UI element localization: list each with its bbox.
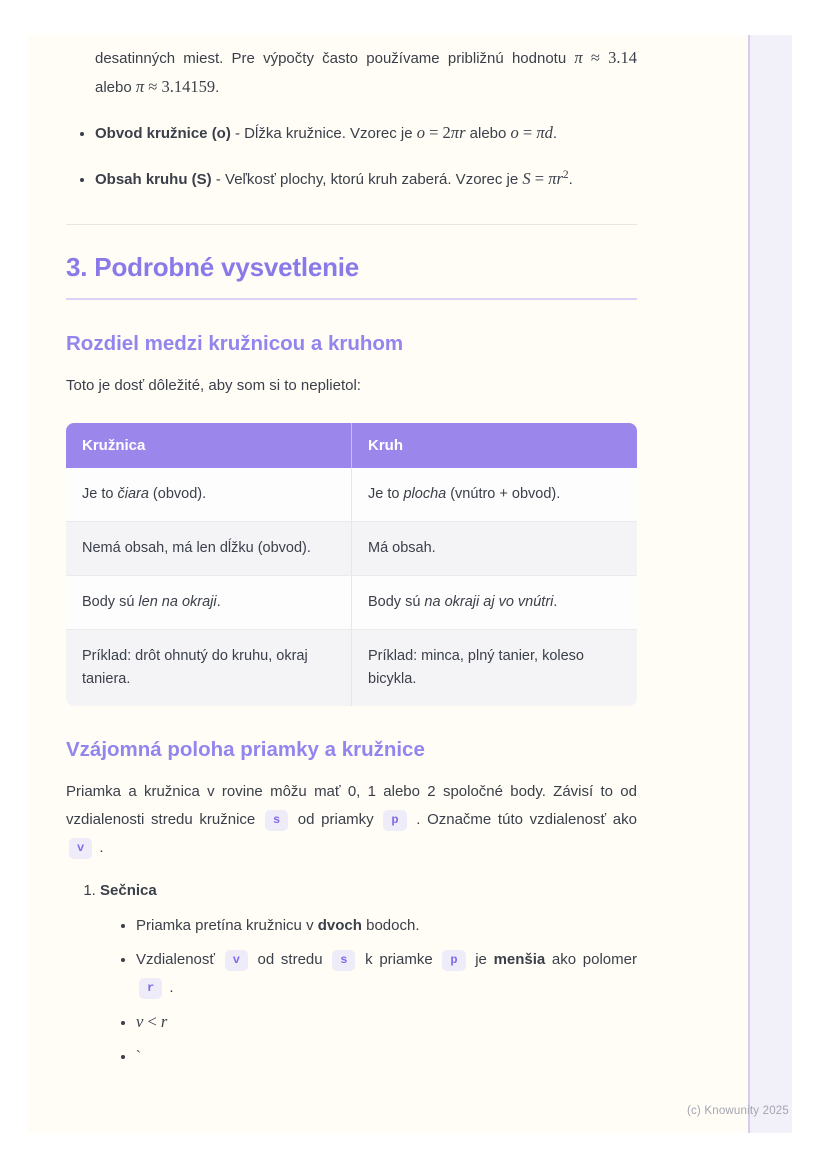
scrollbar[interactable]	[748, 35, 792, 1133]
math-expression: ≈ 3.14159	[144, 77, 216, 96]
math-expression: πr	[548, 169, 563, 188]
text-segment: Nemá obsah, má len dĺžku (obvod).	[82, 540, 311, 556]
text-segment: od priamky	[291, 811, 381, 828]
table-row	[66, 522, 637, 576]
text-segment: - Veľkosť plochy, ktorú kruh zaberá. Vzorec je	[211, 171, 523, 188]
comparison-table	[66, 423, 637, 706]
text-segment: Body sú	[82, 594, 139, 610]
text-segment: (obvod).	[148, 486, 207, 502]
text-segment: Má obsah.	[368, 540, 436, 556]
ordered-list-item	[100, 877, 637, 1071]
subsection-heading: Rozdiel medzi kružnicou a kruhom	[66, 332, 404, 355]
table-cell	[66, 522, 352, 576]
math-expression: o	[510, 123, 519, 142]
text-segment: je	[468, 951, 494, 968]
table-cell	[352, 576, 638, 630]
text-segment: Príklad: minca, plný tanier, koleso bicykla.	[368, 648, 584, 687]
text-segment: len na okraji	[138, 594, 217, 610]
text-segment: .	[552, 125, 558, 142]
list-item	[136, 946, 637, 1002]
text-segment: - Dĺžka kružnice. Vzorec je	[230, 125, 417, 142]
math-expression: v	[136, 1012, 144, 1031]
paragraph	[95, 44, 637, 102]
table-row	[66, 468, 637, 522]
text-segment: Je to	[82, 486, 118, 502]
text-segment: od stredu	[250, 951, 330, 968]
table-cell	[66, 576, 352, 630]
inline-code-badge: p	[442, 950, 465, 971]
document-card	[28, 35, 792, 1133]
inline-code-badge: v	[225, 950, 248, 971]
text-segment: Obsah kruhu (S)	[95, 171, 212, 188]
section-heading: 3. Podrobné vysvetlenie	[66, 252, 637, 300]
table-header-cell: Kruh	[352, 423, 638, 468]
math-expression: πd	[536, 123, 553, 142]
math-expression: π	[135, 77, 145, 96]
math-expression: o	[416, 123, 425, 142]
divider	[66, 224, 637, 225]
inline-code-badge: p	[383, 810, 406, 831]
text-segment: .	[553, 594, 558, 610]
inline-code-badge: v	[69, 838, 92, 859]
text-segment: desatinných miest. Pre výpočty často používame približnú hodnotu	[95, 50, 575, 67]
math-expression: <	[143, 1012, 161, 1031]
text-segment: .	[216, 594, 221, 610]
table-body	[66, 468, 637, 706]
math-expression: =	[518, 123, 537, 142]
text-segment: .	[568, 171, 573, 188]
text-segment: alebo	[465, 125, 511, 142]
text-segment: .	[95, 839, 104, 856]
text-segment: Body sú	[368, 594, 425, 610]
text-segment: .	[165, 979, 174, 996]
text-segment: Priamka a kružnica v rovine môžu mať 0, 1 alebo 2 spoločné body. Závisí to od vzdialenosti stredu kružnice	[66, 783, 637, 828]
table-row	[66, 630, 637, 707]
table-head	[66, 423, 637, 468]
ordered-list	[66, 877, 637, 1071]
math-expression: =	[530, 169, 549, 188]
text-segment: alebo	[95, 79, 136, 96]
text-segment: .	[215, 79, 220, 96]
copyright-notice: (c) Knowunity 2025	[686, 1105, 789, 1117]
text-segment: Je to	[368, 486, 404, 502]
text-segment: Obvod kružnice (o)	[95, 125, 231, 142]
paragraph	[66, 778, 637, 862]
table	[66, 423, 637, 706]
list-item-label: Sečnica	[100, 882, 157, 899]
text-segment: `	[136, 1048, 141, 1065]
list-item	[95, 161, 637, 194]
nested-bullet-list	[100, 912, 637, 1071]
math-expression: 2	[562, 169, 569, 181]
table-cell	[66, 630, 352, 707]
math-expression: πr	[450, 123, 466, 142]
table-row	[66, 576, 637, 630]
table-cell	[66, 468, 352, 522]
list-item	[136, 1043, 637, 1071]
list-item	[136, 912, 637, 940]
text-segment: Toto je dosť dôležité, aby som si to neplietol:	[66, 377, 361, 394]
text-segment: ako polomer	[545, 951, 637, 968]
text-segment: Príklad: drôt ohnutý do kruhu, okraj taniera.	[82, 648, 308, 687]
table-header-row	[66, 423, 637, 468]
text-segment: bodoch.	[361, 917, 420, 934]
math-expression: r	[160, 1012, 168, 1031]
table-cell	[352, 522, 638, 576]
text-segment: dvoch	[317, 917, 362, 934]
document-content	[66, 35, 637, 1077]
subsection-heading: Vzájomná poloha priamky a kružnice	[66, 738, 425, 761]
math-expression: S	[522, 169, 531, 188]
text-segment: plocha	[403, 486, 447, 502]
list-item	[95, 119, 637, 148]
inline-code-badge: r	[139, 978, 162, 999]
table-cell	[352, 468, 638, 522]
math-expression: ≈ 3.14	[582, 48, 637, 67]
math-expression: = 2	[424, 123, 451, 142]
text-segment: menšia	[493, 951, 546, 968]
text-segment: Priamka pretína kružnicu v	[136, 917, 318, 934]
inline-code-badge: s	[332, 950, 355, 971]
math-expression: π	[574, 48, 583, 67]
table-header-cell: Kružnica	[66, 423, 352, 468]
table-cell	[352, 630, 638, 707]
text-segment: čiara	[117, 486, 149, 502]
text-segment: . Označme túto vzdialenosť ako	[409, 811, 637, 828]
text-segment: Vzdialenosť	[136, 951, 222, 968]
list-item	[136, 1008, 637, 1037]
bullet-list	[66, 119, 637, 194]
text-segment: na okraji aj vo vnútri	[424, 594, 554, 610]
paragraph	[66, 372, 637, 400]
text-segment: (vnútro + obvod).	[446, 486, 561, 502]
inline-code-badge: s	[265, 810, 288, 831]
text-segment: k priamke	[358, 951, 440, 968]
